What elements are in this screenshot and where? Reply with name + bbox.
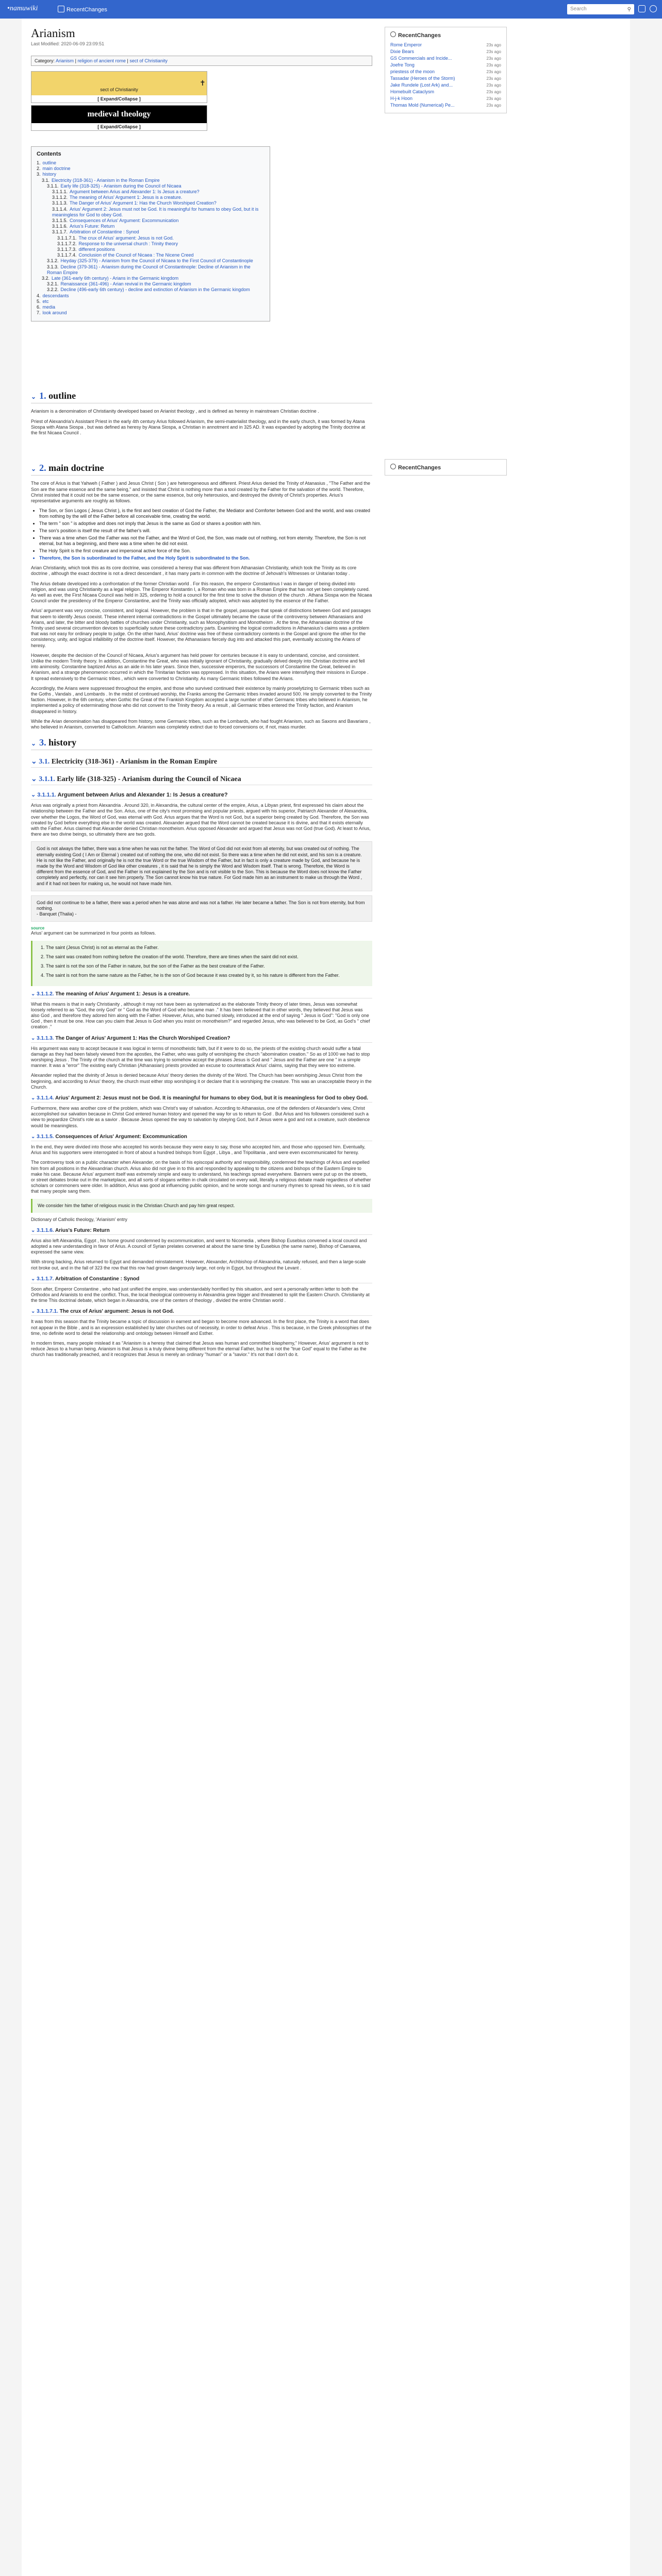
paragraph: While the Arian denomination has disappeared from history, some Germanic tribes, such as the Lombards, who had fought Arianism, such as Saxons and Bavarians , who believed in Arianism, converted to Catholicism. Arianism was completely extinct due to forced conversions or, if not, mass murder. [31, 718, 371, 730]
paragraph: The Arius debate developed into a confrontation of the former Christian world . For this reason, the emperor Constantinus I was in danger of being divided into religion, and was using Christianity as a legal religion. The Emperor Konstantin I, a Roman who was born in a Roman Empire that has not yet been completely cured. As well as ever, the First Nicaea Council was held in 325, ordering to hold a council for the first time to solve the division of the church . Athana Siospa won the Nicaea Council under the presidency of the Emperor Constantine, and the Trinity was officially adopted, which was adopted by the essence of the Father. [31, 581, 372, 604]
recent-change-item[interactable] [390, 69, 501, 75]
recent-change-time: 23s ago [486, 56, 501, 61]
toc-item[interactable] [37, 189, 264, 195]
toc-item[interactable] [37, 166, 264, 172]
recent-change-title[interactable]: Homebuilt Cataclysm [390, 89, 435, 94]
last-modified: Last Modified: 2020-06-09 23:09:51 [31, 41, 105, 46]
paragraph: Arius also left Alexandria, Egypt , his home ground condemned by excommunication, and went to Nicomedia , where Bishop Eusebius convened a local council and adopted a new understanding in favor of Arius. A council of Syrian prelates convened at about the same time by Eusebius (the same name), Bishop of Caesarea, expressed the same view. [31, 1238, 367, 1255]
toc-item[interactable] [37, 224, 264, 229]
subsection-heading[interactable]: ⌄ 3.1.1. Early life (318-325) - Arianism during the Council of Nicaea [31, 775, 372, 785]
toc-item-number: 3.1.1.7.1. [57, 235, 77, 241]
page-title: Arianism [31, 27, 75, 40]
subsection-heading[interactable]: ⌄ 3.1.1.4. Arius' Argument 2: Jesus must not be God. It is meaningful for humans to obey God, but it is meaningless for God to obey God. [31, 1095, 372, 1103]
toc-list [37, 160, 264, 316]
subsection-heading[interactable]: ⌄ 3.1.1.3. The Danger of Arius' Argument 1: Has the Church Worshiped Creation? [31, 1036, 372, 1043]
sect-template [31, 71, 207, 103]
chevron-down-icon[interactable]: ⌄ [31, 740, 37, 748]
chevron-down-icon[interactable]: ⌄ [31, 792, 36, 799]
toc-title: Contents [37, 151, 61, 157]
chevron-down-icon[interactable]: ⌄ [31, 1227, 36, 1233]
main-container [22, 19, 630, 2576]
recent-change-time: 23s ago [486, 49, 501, 54]
sidebar-title: RecentChanges [390, 464, 501, 471]
category-link[interactable]: religion of ancient rome [77, 58, 126, 63]
toc-item-label: different positions [78, 247, 115, 252]
site-logo[interactable]: •namuwiki [7, 5, 38, 12]
subsection-heading[interactable]: ⌄ 3.1. Electricity (318-361) - Arianism in the Roman Empire [31, 757, 372, 768]
recent-change-title[interactable]: priestess of the moon [390, 69, 435, 74]
expand-collapse-button[interactable]: [ Expand/Collapse ] [31, 123, 207, 130]
section-heading[interactable]: ⌄ 2. main doctrine [31, 463, 372, 476]
recent-changes-sidebar-sticky [385, 459, 507, 476]
list-item: 3. The saint is not the son of the Father in nature, but the son of the Father as the best creature of the Father. [46, 963, 367, 969]
toc-item-label: Argument between Arius and Alexander 1: Is Jesus a creature? [70, 189, 200, 195]
recent-change-item[interactable] [390, 82, 501, 89]
toc-item[interactable] [37, 200, 264, 206]
recent-change-title[interactable]: GS Commercials and Incide... [390, 56, 452, 61]
recent-changes-sidebar [385, 27, 507, 113]
chevron-down-icon[interactable]: ⌄ [31, 1133, 36, 1140]
toc-item-label: descendants [42, 293, 69, 298]
toc-item-number: 1. [37, 160, 41, 165]
paragraph: What this means is that in early Christianity , although it may not have been as systematized as the elaborate Trinity theory of later times, Jesus was somewhat loosely referred to as "God, the only God" or " God as the Word of God who became man ." It has been believed that in other words, they believed that Jesus was also God , and therefore they adored him along with the Father. However, Arius, who burned slowly, introduced at the end of saying " Jesus is God": "God is only one God , then it must be one. How can you claim that Jesus is God when you insist on monotheism?" and regarded Jesus, who was believed to be God, as God's " chief creation ." [31, 1001, 370, 1030]
paragraph: However, despite the decision of the Council of Nicaea, Arius's argument has held power for centuries because it is easy to understand, concise, and consistent. Unlike the modern Trinity theory. In addition, Constantine the Great, who was initially ignorant of Christianity, gradually delved deeply into Christian doctrine and fell into animosity. Constantine baptized Arius as an aide in his later years. Since then, successive emperors, the successors of Constantine the Great, believed in Arianism, and a strange phenomenon occurred in which the Trinitarian faction was oppressed. In this situation, the Arians were intensifying their missions in Europe . It spread extensively to the Germanic tribes , which were converted to Christianity. As many Germanic tribes followed the Arians. [31, 652, 369, 681]
table-of-contents [31, 146, 270, 321]
toc-item[interactable] [37, 276, 264, 281]
paragraph: It was from this season that the Trinity became a topic of discussion in earnest and began to become more advanced. In the first place, the Trinity is a word that does not appear in the Bible , and is an expression established by later churches out of necessity, in order to defeat Arius . This is because, in the Greek philosophies of the time, no definite word to detail the relationship and ontology between Himself and Esther. [31, 1319, 372, 1336]
toc-item-label: Electricity (318-361) - Arianism in the Roman Empire [52, 177, 160, 183]
recent-change-title[interactable]: H-j-k Hoon [390, 96, 413, 101]
search-input[interactable] [567, 4, 634, 14]
chevron-down-icon[interactable]: ⌄ [31, 775, 37, 784]
toc-item-number: 5. [37, 298, 41, 304]
toc-item-label: Late (361-early 6th century) - Arians in the Germanic kingdom [52, 276, 179, 281]
toc-item-number: 3.2. [42, 276, 50, 281]
quote-block [31, 895, 372, 922]
cross-icon: ✝ [200, 79, 206, 87]
chevron-down-icon[interactable]: ⌄ [31, 991, 36, 997]
toc-item[interactable] [37, 304, 264, 310]
toc-item-label: The meaning of Arius' Argument 1: Jesus is a creature. [70, 195, 183, 200]
category-box: Category: Arianism | religion of ancient rome | sect of Christianity [31, 56, 372, 66]
toc-item[interactable] [37, 178, 264, 183]
toc-item-number: 3.1.1.7.4. [57, 252, 77, 258]
subsection-heading[interactable]: ⌄ 3.1.1.6. Arius's Future: Return [31, 1228, 372, 1235]
recent-change-time: 23s ago [486, 90, 501, 94]
sect-template-header [31, 72, 207, 95]
toc-item-label: Arbitration of Constantine : Synod [70, 229, 139, 235]
recent-change-time: 23s ago [486, 63, 501, 67]
toc-item-label: Response to the universal church : Trinity theory [78, 241, 178, 246]
chevron-down-icon[interactable]: ⌄ [31, 1276, 36, 1282]
search-placeholder: Search [570, 6, 587, 12]
recent-change-time: 23s ago [486, 96, 501, 101]
toc-item[interactable] [37, 310, 264, 316]
paragraph: Arian Christianity, which took this as its core doctrine, was considered a heresy that was different from Athanasian Christianity, which took the Trinity as its core doctrine , although the exact doctrine is not a direct descendant , it has many parts in common with the doctrine of Jehovah's Witnesses or Unitarian today . [31, 565, 357, 577]
list-item: 4. The saint is not from the same nature as the Father, he is the son of God because it was created by it, so his nature is different from the Father. [46, 973, 367, 978]
toc-item[interactable] [37, 252, 264, 258]
list-item: • The Son, or Son Logos ( Jesus Christ ), is the first and best creation of God the Father, the Mediator and Comforter between God and the world, and was created from nothing by the will of the Father before all conceivable time, creating the world. [39, 508, 372, 519]
theology-template [31, 105, 207, 131]
toc-item-number: 2. [37, 166, 41, 172]
toc-item-label: Renaissance (361-496) - Arian revival in the Germanic kingdom [60, 281, 191, 287]
summary-box [31, 941, 372, 986]
paragraph: With strong backing, Arius returned to Egypt and demanded reinstatement. However, Alexander, Archbishop of Alexandria, naturally refused, and then a large-scale riot broke out, and in the fall of 323 the row that this row had grown dangerously large, not only in Egypt, but throughout the Levant . [31, 1259, 366, 1270]
recent-changes-link[interactable] [58, 6, 107, 13]
recent-change-title[interactable]: Dixie Bears [390, 49, 415, 54]
list-item: • Therefore, the Son is subordinated to the Father, and the Holy Spirit is subordinated to the Son. [39, 555, 372, 561]
recent-change-time: 23s ago [486, 83, 501, 88]
source-tag[interactable]: source [31, 926, 45, 931]
subsection-heading[interactable]: ⌄ 3.1.1.7. Arbitration of Constantine : Synod [31, 1276, 372, 1283]
toc-item-number: 6. [37, 304, 41, 310]
quote-source: - Banquet (Thalia) - [37, 911, 77, 917]
toc-item-number: 3.1.1.2. [52, 195, 68, 200]
chevron-down-icon[interactable]: ⌄ [31, 758, 37, 766]
toc-item-label: Arius's Future: Return [70, 224, 115, 229]
toc-item-label: The Danger of Arius' Argument 1: Has the Church Worshiped Creation? [70, 200, 217, 206]
toc-item[interactable] [37, 207, 264, 218]
paragraph: Arius was originally a priest from Alexandria . Around 320, in Alexandria, the cultural center of the empire, Arius, a Libyan priest, first expressed his claim about the relationship between the Father and the Son. Arius, one of the city's most promising and popular priests, argued with his superior, Patriarch Alexander of Alexandria, over whether the Logos, the Word of God, was eternal with God. Arius argues that the Word is not God, but a superior being created by God. Therefore, the Son was created by God before everything else in the world was created. Alexander argued that the Word cannot be created because it is divine, and that it exists eternally with the Father. Arius claimed that Alexander denied Christian monotheism. Arius opposed Alexander and argued that Jesus was not God (true God). At least to Arius, there are two divine beings, so ultimately there are two gods. [31, 803, 371, 837]
subsection-heading[interactable]: ⌄ 3.1.1.1. Argument between Arius and Alexander 1: Is Jesus a creature? [31, 791, 372, 800]
recent-change-item[interactable] [390, 102, 501, 109]
recent-change-item[interactable] [390, 75, 501, 82]
toc-item-number: 3.1.1.3. [52, 200, 68, 206]
recent-change-item[interactable] [390, 89, 501, 95]
toc-item[interactable] [37, 293, 264, 299]
toc-item-number: 3.1.1.4. [52, 206, 68, 212]
toc-item-label: Heyday (325-379) - Arianism from the Council of Nicaea to the First Council of Constantinople [60, 258, 253, 264]
recent-change-title[interactable]: Thomas Mold (Numerical) Pe... [390, 103, 455, 108]
recent-change-title[interactable]: Rome Emperor [390, 42, 422, 47]
quote-source: Dictionary of Catholic theology, 'Arianism' entry [31, 1216, 127, 1222]
toc-item-label: Arius' Argument 2: Jesus must not be God. It is meaningful for humans to obey God, but it is meaningless for God to obey God. [52, 206, 259, 217]
toc-item[interactable] [37, 229, 264, 235]
recent-change-item[interactable] [390, 48, 501, 55]
recent-change-item[interactable] [390, 62, 501, 69]
list-item: • There was a time when God the Father was not the Father, and the Word of God, the Son, was made out of nothing, not from eternity. Therefore, the Son is not eternal, but has a beginning, and there was a time when he did not exist. [39, 535, 372, 547]
toc-item-label: Conclusion of the Council of Nicaea : The Nicene Creed [78, 252, 194, 258]
toc-item-label: history [42, 172, 57, 177]
toc-item[interactable] [37, 264, 264, 276]
chevron-down-icon[interactable]: ⌄ [31, 1309, 36, 1315]
subsection-heading[interactable]: ⌄ 3.1.1.5. Consequences of Arius' Argument: Excommunication [31, 1134, 372, 1141]
toc-item-number: 3.1.3. [47, 264, 59, 269]
recent-change-title[interactable]: Tassadar (Heroes of the Storm) [390, 76, 455, 81]
sidebar-list [390, 42, 501, 109]
chevron-down-icon[interactable]: ⌄ [31, 465, 37, 473]
recent-change-time: 23s ago [486, 43, 501, 47]
toc-item[interactable] [37, 235, 264, 241]
search-icon[interactable]: ⚲ [627, 7, 631, 12]
toc-item[interactable] [37, 287, 264, 293]
chevron-down-icon[interactable]: ⌄ [31, 393, 37, 401]
toc-item-number: 3.2.2. [47, 287, 59, 293]
paragraph: Alexander replied that the divinity of Jesus is denied because Arius' theory denies the divinity of the Word. The Church has been worshiping Jesus Christ from the beginning, and according to Arius' theory, the church must either stop worshiping it or declare that it is worshiping the creature. This was an unacceptable theory in the Church. [31, 1073, 372, 1090]
quote-block: We consider him the father of religious music in the Christian Church and pay him great respect. [31, 1199, 372, 1213]
recent-change-item[interactable] [390, 55, 501, 62]
toc-item-number: 3.1.2. [47, 258, 59, 264]
doctrine-list [31, 508, 372, 561]
toc-item-label: The crux of Arius' argument: Jesus is not God. [78, 235, 174, 241]
toc-item[interactable] [37, 247, 264, 252]
paragraph: In the end, they were divided into those who accepted his words because they were easy to say, those who accepted him, and those who opposed him. Eventually, Arius and his supporters were interrogated in front of about a hundred bishops from Egypt , Libya , and Tripolitania , and were even excommunicated for heresy. [31, 1144, 366, 1156]
recent-change-time: 23s ago [486, 103, 501, 108]
paragraph: Accordingly, the Arians were suppressed throughout the empire, and those who survived continued their existence by mainly proselytizing to Germanic tribes such as the Goths , Vandals , and Lombards . In the midst of continued worship, the Franks among the Germanic tribes invaded around 500. He simply converted to the Trinity faction. However, in the 6th century, when Gothic the Great of the Frankish Kingdom accepted a large number of other Germanic tribes who believed in Arianism, he implemented a policy of exterminating those who did not convert to the Trinity theory. As a result , all Germanic tribes entered the Trinity faction, and Arianism disappeared in history. [31, 685, 372, 714]
toc-item-number: 4. [37, 293, 41, 298]
category-link[interactable]: sect of Christianity [129, 58, 168, 63]
paragraph: Arius' argument can be summarized in four points as follows. [31, 930, 156, 936]
list-item: 2. The saint was created from nothing before the creation of the world. Therefore, there are times when the saint did not exist. [46, 954, 367, 960]
recent-change-title[interactable]: Jake Rundele (Lost Ark) and... [390, 82, 453, 88]
user-icon[interactable] [650, 5, 657, 12]
recent-change-item[interactable] [390, 42, 501, 48]
clock-icon [390, 31, 396, 37]
toc-item-label: Decline (496-early 6th century) - decline and extinction of Arianism in the Germanic kingdom [60, 287, 250, 293]
sect-template-caption: sect of Christianity [100, 87, 138, 92]
toc-item[interactable] [37, 172, 264, 177]
article-content [31, 24, 372, 1362]
quote-block: God is not always the father, there was a time when he was not the father. The Word of God did not exist from all eternity, but was created out of nothing. The eternally existing God ( I Am or Eternal ) created out of nothing the one, who did not exist. So there was a time when he did not exist, and his son is a creature. He is not like the Father, and originally he is not the true Word or the true Wisdom of the Father, but in fact is only a creature made by God, and because he is made by the Word and Wisdom of God like other creatures , it is said that he is simply the Word and Wisdom itself. That is wrong. Therefore, the Word is different from the essence of God, and the Father is not explained by the Son and is not visible to the Son. This is because the Word does not know the Father completely and perfectly, nor can it see him properly. The Son cannot know his true nature. For God made him as an instrument to make us through the Word , and if it had not been for making us, he would not have made him. [31, 841, 372, 891]
toc-item-label: look around [42, 310, 67, 316]
quote-text: God did not continue to be a father, there was a period when he was alone and was not a father. He later became a father. The Son is not from eternity, but from nothing. [37, 900, 365, 911]
toc-item[interactable] [37, 258, 264, 264]
toc-item-number: 3.2.1. [47, 281, 59, 287]
theology-template-header: medieval theology [31, 106, 207, 123]
toc-item-label: main doctrine [42, 166, 71, 172]
subsection-heading[interactable]: ⌄ 3.1.1.7.1. The crux of Arius' argument: Jesus is not God. [31, 1309, 372, 1316]
toc-item-number: 3.1.1. [47, 183, 59, 189]
toc-item-number: 3. [37, 172, 41, 177]
toc-item-number: 3.1.1.7. [52, 229, 68, 235]
toc-item-label: Consequences of Arius' Argument: Excommunication [70, 218, 179, 224]
toc-item[interactable] [37, 195, 264, 200]
paragraph: His argument was easy to accept because it was logical in terms of monotheistic faith, but if it were to do so, the priests of the existing church would suffer a fatal damage as they had been falsely viewed from the apostles, the Father, who was guilty of worshiping the church "abomination creation." So as of 1000 we had to stop worshiping Jesus . The Trinity of the church at the time was trying to somehow accept the phrases Jesus is God and " Jesus and the Father are one " in a simple manner. It was a "error" The existing early Christian (Athanasian) priests provided an excuse to counterattack Arius' claims, saying that they were too extreme. [31, 1045, 370, 1069]
toc-item-number: 7. [37, 310, 41, 316]
list-item: • The term " son " is adoptive and does not imply that Jesus is the same as God or shares a position with him. [39, 521, 372, 527]
toc-item-number: 3.1.1.6. [52, 224, 68, 229]
sidebar-title: RecentChanges [390, 31, 501, 39]
toc-item-number: 3.1.1.7.2. [57, 241, 77, 246]
subsection-heading[interactable]: ⌄ 3.1.1.2. The meaning of Arius' Argument 1: Jesus is a creature. [31, 991, 372, 998]
toc-item-label: Decline (379-361) - Arianism during the Council of Constantinople: Decline of Arianism in the Roman Empire [47, 264, 251, 275]
paragraph: In modern times, many people mislead it as "Arianism is a heresy that claimed that Jesus was human and committed blasphemy," However, Arius' argument is not to reduce Jesus to a human being. Arianism is that Jesus is a truly divine being different from the eternal Father, but he is not the "true God" equal to the Father as the church has traditionally preached, and it recognizes that Jesus is merely an ordinary "human" or a "savior." It's not that I don't do it. [31, 1340, 369, 1358]
list-item: • The son's position is itself the result of the father's will. [39, 528, 372, 534]
toc-item-number: 3.1.1.5. [52, 218, 68, 224]
recent-change-time: 23s ago [486, 76, 501, 81]
expand-collapse-button[interactable]: [ Expand/Collapse ] [31, 95, 207, 103]
recent-change-time: 23s ago [486, 70, 501, 74]
paragraph: Arius' argument was very concise, consistent, and logical. However, the problem is that in the gospel, passages that speak of distinctions between God and passages that seem to identify Jesus coexist. These inherent internal contradictions in the Gospel ultimately became the cause of the controversy between Athanasians and Arians, and later, the bitter and bloody battles of churches under Christianity, such as Monophysitism and Monotheism . At the time, the Athanasian doctrine of the Trinity used several circumvention devices to superficially suture these contradictory parts. Examining the logical contradictions in Athanasius's claims was a problem that was not easy for ordinary people to judge. On the other hand, Arius' doctrine was free of these contradictory contents in the Gospel and ignore the other for the consistency, unity, and logical infallibility of the doctrine itself. However, the Athanasians fiercely dug into and attacked this part, eventually accusing the Arians of heresy. [31, 608, 371, 648]
toc-item[interactable] [37, 281, 264, 287]
category-link[interactable]: Arianism [56, 58, 74, 63]
recent-changes-label: RecentChanges [67, 7, 107, 13]
paragraph: Soon after, Emperor Constantine , who had just unified the empire, was understandably horrified by this situation, and sent a personally written letter to both the Orthodox and Arianists to end the conflict. Thus, the local theological controversy in Alexandria grew bigger and threatened to split the Eastern Church. Christianity at the time This doctrinal debate, which began in Alexandria, one of the centers of theology , divided the entire Christian world . [31, 1286, 370, 1303]
toc-item[interactable] [37, 160, 264, 166]
list-item: • The Holy Spirit is the first creature and impersonal active force of the Son. [39, 548, 372, 554]
list-item: 1. The saint (Jesus Christ) is not as eternal as the Father. [46, 945, 367, 951]
compass-icon [58, 6, 64, 12]
paragraph: Priest of Alexandria's Assistant Priest in the early 4th century Arius followed Arianism, the semi-materialist theology, and in the early church, it was formed by Atana Siospa with Atana Siospa , but was defined as heresy by Atana Siospa, a Christian in annotment and in 325 AD. It was expanded by adopting the Trinity doctrine at the first Nicaea Council . [31, 418, 366, 436]
toc-item[interactable] [37, 299, 264, 304]
category-label: Category: [35, 58, 55, 63]
toc-item[interactable] [37, 241, 264, 247]
toc-item[interactable] [37, 183, 264, 189]
recent-change-title[interactable]: Joefre Tong [390, 62, 415, 67]
section-heading[interactable]: ⌄ 1. outline [31, 391, 372, 403]
toc-item-label: etc [42, 298, 49, 304]
toc-item[interactable] [37, 218, 264, 224]
toc-item-label: Early life (318-325) - Arianism during the Council of Nicaea [60, 183, 181, 189]
section-heading[interactable]: ⌄ 3. history [31, 737, 372, 750]
paragraph: Furthermore, there was another core of the problem, which was Christ's way of salvation. According to Athanasius, one of the defenders of Alexander's view, Christ accomplished our salvation because in Christ God entered human history and opened the way for us to return to God . But Arius and his followers considered such a view to jeopardize Christ's role as a savior . Because Jesus opened the way to salvation by obeying God, but if Jesus were a god and not a creature, such obedience would be meaningless. [31, 1106, 370, 1128]
toc-item-label: media [42, 304, 56, 310]
paragraph: The controversy took on a public character when Alexander, on the basis of his episcopal authority and responsibility, condemned the teachings of Arius and expelled him from all positions in the Alexandrian church. Arius also did not give in to this and responded by appealing to the citizens and bishops of the Eastern Empire to make his case. Because Arius' argument itself was extremely simple and easy to understand, his teachings spread everywhere. Banners were put up on the streets, or street debates broke out in the marketplace, and all sorts of slogans written in chalk circulated on every wall, literally a religious debate made regardless of whether scholars or commoners were older. In addition, Arius was good at influencing public opinion, and he wrote songs and nursery rhymes to spread his views, so it is said that many people sang them. [31, 1160, 371, 1194]
chevron-down-icon[interactable]: ⌄ [31, 1095, 36, 1101]
paragraph: Arianism is a denomination of Christianity developed based on Arianist theology , and is defined as heresy in mainstream Christian doctrine . [31, 409, 319, 414]
random-icon[interactable] [638, 5, 646, 12]
paragraph: The core of Arius is that Yahweh ( Father ) and Jesus Christ ( Son ) are heterogeneous and different. Priest Arius denied the Trinity of Atanasius , "The Father and the Son are the same essence and the same being," and insisted that Christ is nothing more than a tool created by the Father for the salvation of the world. Therefore, Christ insisted that it could not be the same essence, or the same essence, but only heterousios, and destroyed the divinity of Christ's properties. Arius's representative arguments are roughly as follows. [31, 481, 371, 503]
clock-icon [390, 464, 396, 469]
toc-item-number: 3.1.1.1. [52, 189, 68, 195]
toc-item-number: 3.1. [42, 177, 50, 183]
top-navigation-bar [0, 0, 662, 19]
toc-item-number: 3.1.1.7.3. [57, 247, 77, 252]
recent-change-item[interactable] [390, 95, 501, 102]
toc-item-label: outline [42, 160, 57, 165]
chevron-down-icon[interactable]: ⌄ [31, 1035, 36, 1041]
